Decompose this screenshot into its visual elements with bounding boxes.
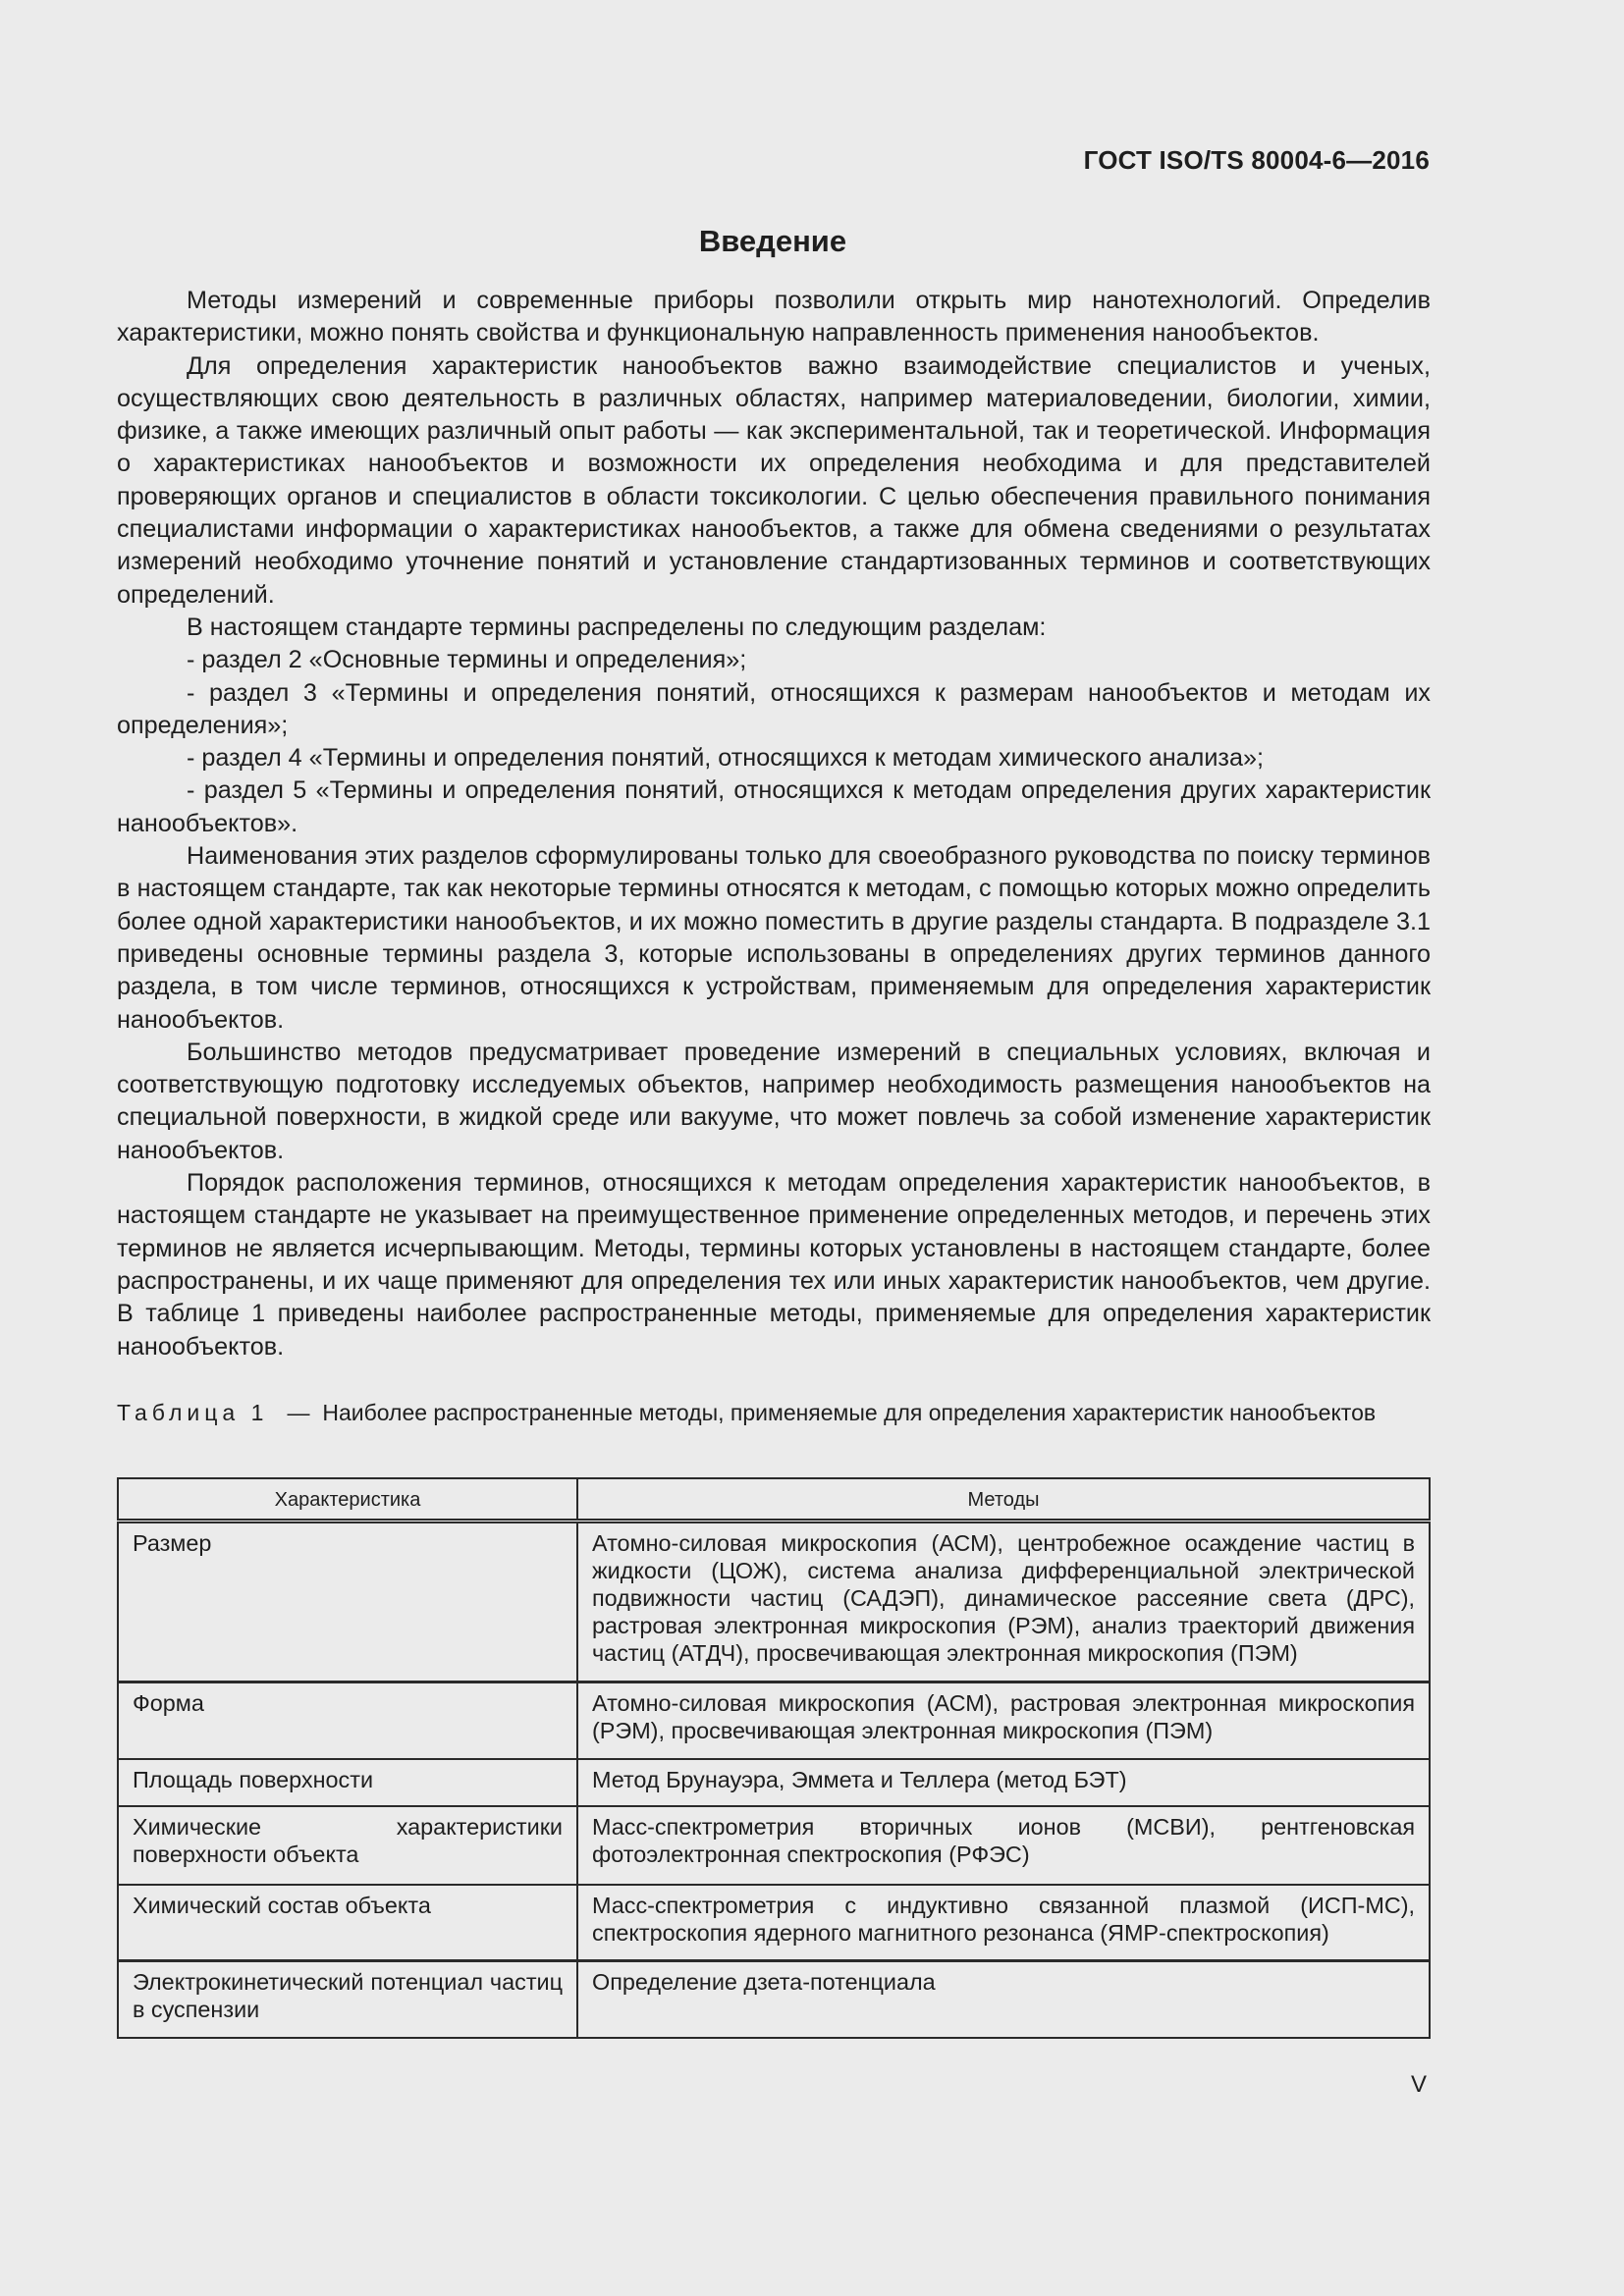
- table-cell-characteristic: Размер: [118, 1522, 577, 1682]
- document-id: ГОСТ ISO/TS 80004-6—2016: [1083, 145, 1430, 175]
- table-row: [118, 1522, 1430, 1682]
- paragraph: Большинство методов предусматривает проведение измерений в специальных условиях, включая и соответствующую подготовку исследуемых объектов, например необходимость размещения нанообъектов на специальной поверхности, в жидкой среде или вакууме, что может повлечь за собой изменение характеристик нанообъектов.: [117, 1038, 1431, 1164]
- table-cell-characteristic: Площадь поверхности: [118, 1759, 577, 1806]
- table-caption: [117, 1398, 1431, 1428]
- list-item: - раздел 3 «Термины и определения понятий, относящихся к размерам нанообъектов и методам их определения»;: [117, 678, 1431, 739]
- table-cell-characteristic: Химические характеристики поверхности объекта: [118, 1806, 577, 1885]
- table-row: [118, 1806, 1430, 1885]
- paragraph: Для определения характеристик нанообъектов важно взаимодействие специалистов и ученых, осуществляющих свою деятельность в различных областях, например материаловедении, биологии, химии, физике, а также имеющих различный опыт работы — как экспериментальной, так и теоретической. Информация о характеристиках нанообъектов и возможности их определения необходима и для представителей проверяющих органов и специалистов в области токсикологии. С целью обеспечения правильного понимания специалистами информации о характеристиках нанообъектов, а также для обмена сведениями о результатах измерений необходимо уточнение понятий и установление стандартизованных терминов и соответствующих определений.: [117, 351, 1431, 609]
- list-item: - раздел 5 «Термины и определения понятий, относящихся к методам определения других характеристик нанообъектов».: [117, 776, 1431, 837]
- table-cell-characteristic: Химический состав объекта: [118, 1885, 577, 1961]
- table-caption-label: Таблица 1: [117, 1400, 269, 1425]
- body-text: [117, 285, 1431, 1363]
- methods-table: [117, 1477, 1431, 2039]
- table-cell-methods: Масс-спектрометрия вторичных ионов (МСВИ), рентгеновская фотоэлектронная спектроскопия (РФЭС): [577, 1806, 1430, 1885]
- table-header-row: [118, 1478, 1430, 1522]
- table-header-characteristic: Характеристика: [118, 1478, 577, 1522]
- table-header-methods: Методы: [577, 1478, 1430, 1522]
- list-item: - раздел 2 «Основные термины и определения»;: [187, 646, 747, 674]
- list-item: - раздел 4 «Термины и определения понятий, относящихся к методам химического анализа»;: [187, 744, 1264, 773]
- section-title: Введение: [698, 224, 847, 258]
- table-cell-characteristic: Электрокинетический потенциал частиц в суспензии: [118, 1961, 577, 2038]
- table-row: [118, 1759, 1430, 1806]
- table-caption-text: Наиболее распространенные методы, применяемые для определения характеристик нанообъектов: [322, 1400, 1377, 1425]
- table-cell-methods: Масс-спектрометрия с индуктивно связанной плазмой (ИСП-МС), спектроскопия ядерного магнитного резонанса (ЯМР-спектроскопия): [577, 1885, 1430, 1961]
- page-number: V: [1410, 2071, 1427, 2098]
- paragraph: Наименования этих разделов сформулированы только для своеобразного руководства по поиску терминов в настоящем стандарте, так как некоторые термины относятся к методам, с помощью которых можно определить более одной характеристики нанообъектов, и их можно поместить в другие разделы стандарта. В подразделе 3.1 приведены основные термины раздела 3, которые использованы в определениях других терминов данного раздела, в том числе терминов, относящихся к устройствам, применяемым для определения характеристик нанообъектов.: [117, 842, 1431, 1034]
- table-cell-methods: Атомно-силовая микроскопия (АСМ), центробежное осаждение частиц в жидкости (ЦОЖ), система анализа дифференциальной электрической подвижности частиц (САДЭП), динамическое рассеяние света (ДРС), растровая электронная микроскопия (РЭМ), анализ траекторий движения частиц (АТДЧ), просвечивающая электронная микроскопия (ПЭМ): [577, 1522, 1430, 1682]
- table-cell-methods: Метод Брунауэра, Эммета и Теллера (метод БЭТ): [577, 1759, 1430, 1806]
- paragraph: Методы измерений и современные приборы позволили открыть мир нанотехнологий. Определив характеристики, можно понять свойства и функциональную направленность применения нанообъектов.: [117, 287, 1431, 347]
- table-cell-methods: Атомно-силовая микроскопия (АСМ), растровая электронная микроскопия (РЭМ), просвечивающая электронная микроскопия (ПЭМ): [577, 1682, 1430, 1759]
- table-row: [118, 1961, 1430, 2038]
- table-cell-methods: Определение дзета-потенциала: [577, 1961, 1430, 2038]
- table-row: [118, 1682, 1430, 1759]
- paragraph: В настоящем стандарте термины распределены по следующим разделам:: [187, 613, 1047, 641]
- paragraph: Порядок расположения терминов, относящихся к методам определения характеристик нанообъектов, в настоящем стандарте не указывает на преимущественное применение определенных методов, и перечень этих терминов не является исчерпывающим. Методы, термины которых установлены в настоящем стандарте, более распространены, и их чаще применяют для определения тех или иных характеристик нанообъектов, чем другие. В таблице 1 приведены наиболее распространенные методы, применяемые для определения характеристик нанообъектов.: [117, 1169, 1431, 1361]
- table-caption-dash: —: [287, 1400, 310, 1425]
- table-row: [118, 1885, 1430, 1961]
- table-cell-characteristic: Форма: [118, 1682, 577, 1759]
